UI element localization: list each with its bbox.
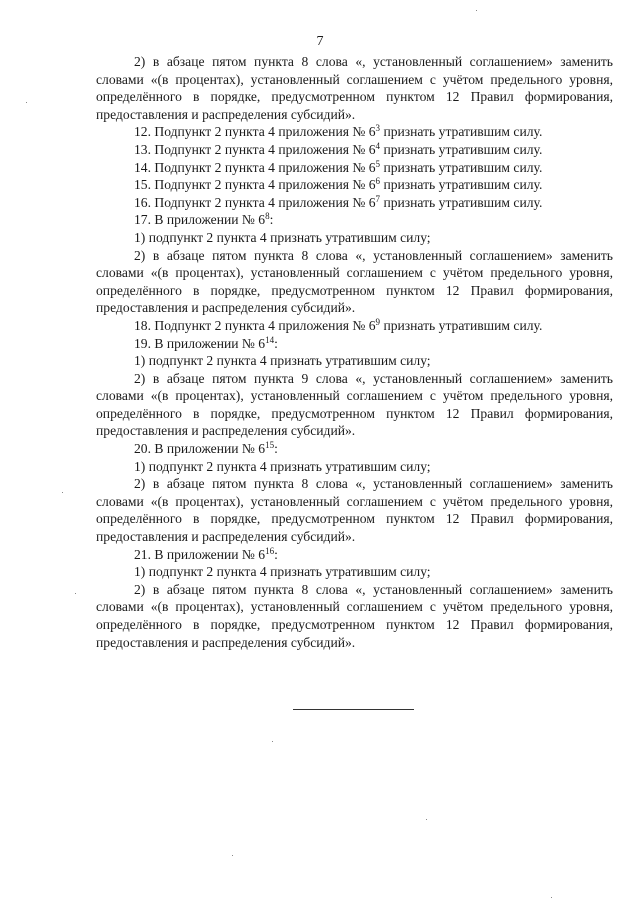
paragraph-item-19 <box>96 335 613 353</box>
item-16-superscript: 7 <box>375 193 381 204</box>
paragraph-item-14 <box>96 159 613 177</box>
paragraph-item-19-2: 2) в абзаце пятом пункта 9 слова «, установленный соглашением» заменить словами «(в процентах), установленный соглашением с учётом предельного уровня, определённого в порядке, предусмотренном пунктом 12 Правил формирования, предоставления и распределения субсидий». <box>96 370 613 439</box>
item-14-text: 14. Подпункт 2 пункта 4 приложения № 6 <box>134 159 376 175</box>
scan-speck <box>551 897 552 898</box>
item-12-superscript: 3 <box>375 123 381 134</box>
paragraph-item-20-2: 2) в абзаце пятом пункта 8 слова «, установленный соглашением» заменить словами «(в процентах), установленный соглашением с учётом предельного уровня, определённого в порядке, предусмотренном пунктом 12 Правил формирования, предоставления и распределения субсидий». <box>96 476 613 545</box>
paragraph-item-13 <box>96 141 613 159</box>
paragraph-item-19-1: 1) подпункт 2 пункта 4 признать утратившим силу; <box>134 353 431 369</box>
paragraph-item-21-2: 2) в абзаце пятом пункта 8 слова «, установленный соглашением» заменить словами «(в процентах), установленный соглашением с учётом предельного уровня, определённого в порядке, предусмотренном пунктом 12 Правил формирования, предоставления и распределения субсидий». <box>96 581 613 650</box>
page-number: 7 <box>316 34 324 49</box>
item-18-superscript: 9 <box>375 316 381 327</box>
item-14-superscript: 5 <box>375 158 381 169</box>
item-12-text: 12. Подпункт 2 пункта 4 приложения № 6 <box>134 124 376 140</box>
item-20-text: 20. В приложении № 6 <box>134 441 266 457</box>
scan-speck <box>75 593 76 594</box>
item-21-tail: : <box>274 546 278 562</box>
scan-speck <box>272 741 273 742</box>
item-13-superscript: 4 <box>375 140 381 151</box>
paragraph-item-21-1: 1) подпункт 2 пункта 4 признать утратившим силу; <box>134 564 431 580</box>
scan-speck <box>426 819 427 820</box>
item-18-tail: признать утратившим силу. <box>380 317 543 333</box>
paragraph-item-17 <box>96 211 613 229</box>
item-12-tail: признать утратившим силу. <box>380 124 543 140</box>
paragraph-item-17-1: 1) подпункт 2 пункта 4 признать утратившим силу; <box>134 229 431 245</box>
item-18-text: 18. Подпункт 2 пункта 4 приложения № 6 <box>134 317 376 333</box>
item-14-tail: признать утратившим силу. <box>380 159 543 175</box>
item-19-text: 19. В приложении № 6 <box>134 335 266 351</box>
item-21-text: 21. В приложении № 6 <box>134 546 266 562</box>
item-17-text: 17. В приложении № 6 <box>134 212 266 228</box>
scan-speck <box>26 102 27 103</box>
paragraph-item-20-1: 1) подпункт 2 пункта 4 признать утратившим силу; <box>134 458 431 474</box>
item-20-tail: : <box>274 441 278 457</box>
document-body <box>96 53 613 651</box>
item-16-tail: признать утратившим силу. <box>380 194 543 210</box>
item-15-superscript: 6 <box>375 176 381 187</box>
scan-speck <box>62 492 63 493</box>
item-13-text: 13. Подпункт 2 пункта 4 приложения № 6 <box>134 141 376 157</box>
scan-speck <box>476 10 477 11</box>
item-13-tail: признать утратившим силу. <box>380 141 543 157</box>
paragraph-item-12 <box>96 123 613 141</box>
scan-speck <box>232 855 233 856</box>
paragraph-item-16 <box>96 194 613 212</box>
item-17-superscript: 8 <box>265 211 270 222</box>
item-19-tail: : <box>274 335 278 351</box>
paragraph-item-21 <box>96 546 613 564</box>
end-of-text-rule <box>293 709 414 710</box>
item-16-text: 16. Подпункт 2 пункта 4 приложения № 6 <box>134 194 376 210</box>
item-20-superscript: 15 <box>265 440 275 451</box>
item-17-tail: : <box>269 212 274 228</box>
paragraph-item-15 <box>96 176 613 194</box>
item-21-superscript: 16 <box>265 545 275 556</box>
paragraph-item-18 <box>96 317 613 335</box>
paragraph-item-20 <box>96 440 613 458</box>
item-15-text: 15. Подпункт 2 пункта 4 приложения № 6 <box>134 177 376 193</box>
paragraph-item-11-2: 2) в абзаце пятом пункта 8 слова «, установленный соглашением» заменить словами «(в процентах), установленный соглашением с учётом предельного уровня, определённого в порядке, предусмотренном пунктом 12 Правил формирования, предоставления и распределения субсидий». <box>96 54 613 122</box>
item-15-tail: признать утратившим силу. <box>380 177 543 193</box>
paragraph-item-17-2: 2) в абзаце пятом пункта 8 слова «, установленный соглашением» заменить словами «(в процентах), установленный соглашением с учётом предельного уровня, определённого в порядке, предусмотренном пунктом 12 Правил формирования, предоставления и распределения субсидий». <box>96 247 613 316</box>
item-19-superscript: 14 <box>265 334 275 345</box>
